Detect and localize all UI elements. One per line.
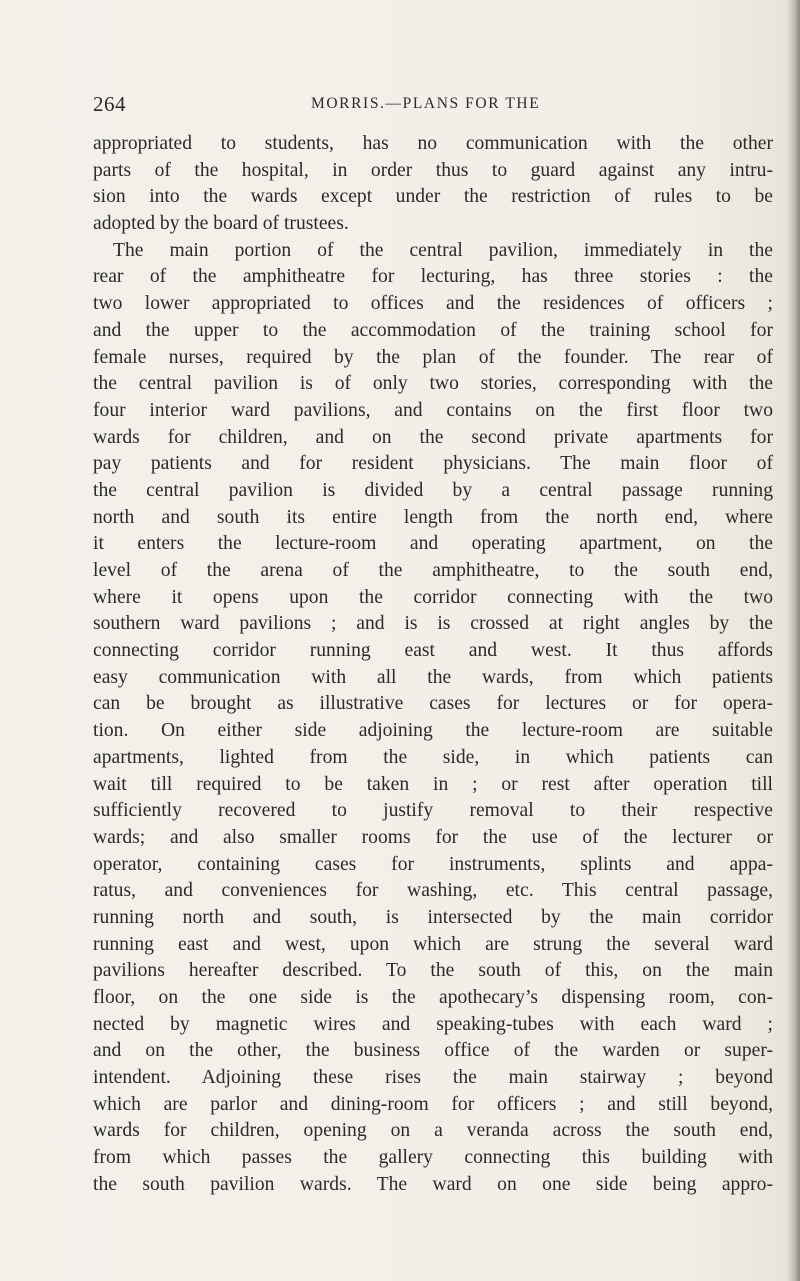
text-line: apartments, lighted from the side, in which patients can bbox=[93, 746, 773, 768]
text-line: southern ward pavilions ; and is is crossed at right angles by the bbox=[93, 613, 773, 635]
text-line: ratus, and conveniences for washing, etc. This central passage, bbox=[93, 880, 773, 902]
text-line: and the upper to the accommodation of the training school for bbox=[93, 319, 773, 341]
text-line: rear of the amphitheatre for lecturing, has three stories : the bbox=[93, 266, 773, 288]
text-line: easy communication with all the wards, from which patients bbox=[93, 666, 773, 688]
text-line: the central pavilion is divided by a central passage running bbox=[93, 479, 773, 501]
text-line: The main portion of the central pavilion, immediately in the bbox=[113, 239, 773, 261]
text-line: parts of the hospital, in order thus to guard against any intru- bbox=[93, 159, 773, 181]
text-line: female nurses, required by the plan of the founder. The rear of bbox=[93, 346, 773, 368]
text-line: appropriated to students, has no communication with the other bbox=[93, 133, 773, 154]
text-line: four interior ward pavilions, and contains on the first floor two bbox=[93, 399, 773, 421]
text-line: connecting corridor running east and west. It thus affords bbox=[93, 640, 773, 662]
text-line: from which passes the gallery connecting this building with bbox=[93, 1147, 773, 1169]
text-line: running north and south, is intersected by the main corridor bbox=[93, 906, 773, 928]
page-edge-shadow bbox=[786, 0, 800, 1281]
text-line: operator, containing cases for instruments, splints and appa- bbox=[93, 853, 773, 875]
text-line: which are parlor and dining-room for officers ; and still beyond, bbox=[93, 1093, 773, 1115]
text-line: running east and west, upon which are strung the several ward bbox=[93, 933, 773, 955]
text-line: and on the other, the business office of the warden or super- bbox=[93, 1040, 773, 1062]
text-line: the central pavilion is of only two stories, corresponding with the bbox=[93, 373, 773, 395]
text-line: sufficiently recovered to justify removal to their respective bbox=[93, 800, 773, 822]
text-line: pavilions hereafter described. To the south of this, on the main bbox=[93, 960, 773, 982]
text-line: the south pavilion wards. The ward on one side being appro- bbox=[93, 1173, 773, 1195]
page-number: 264 bbox=[93, 92, 126, 116]
text-line: level of the arena of the amphitheatre, to the south end, bbox=[93, 560, 773, 581]
text-line: pay patients and for resident physicians. The main floor of bbox=[93, 453, 773, 475]
text-line: nected by magnetic wires and speaking-tubes with each ward ; bbox=[93, 1013, 773, 1035]
text-line: intendent. Adjoining these rises the main stairway ; beyond bbox=[93, 1067, 773, 1089]
text-line: wards for children, opening on a veranda across the south end, bbox=[93, 1120, 773, 1142]
text-line: where it opens upon the corridor connecting with the two bbox=[93, 586, 773, 608]
text-line: wards for children, and on the second private apartments for bbox=[93, 426, 773, 448]
page-header bbox=[93, 92, 773, 122]
body-text bbox=[93, 131, 773, 1199]
text-line: floor, on the one side is the apothecary’s dispensing room, con- bbox=[93, 987, 773, 1008]
text-line: can be brought as illustrative cases for lectures or for opera- bbox=[93, 693, 773, 715]
text-line: two lower appropriated to offices and the residences of officers ; bbox=[93, 293, 773, 315]
text-line: north and south its entire length from the north end, where bbox=[93, 506, 773, 528]
running-head: MORRIS.—PLANS FOR THE bbox=[311, 95, 541, 112]
text-line: sion into the wards except under the restriction of rules to be bbox=[93, 186, 773, 208]
text-line: wards; and also smaller rooms for the use of the lecturer or bbox=[93, 826, 773, 848]
text-line: tion. On either side adjoining the lecture-room are suitable bbox=[93, 720, 773, 742]
text-line: wait till required to be taken in ; or rest after operation till bbox=[93, 773, 773, 795]
text-line: adopted by the board of trustees. bbox=[93, 213, 349, 235]
text-line: it enters the lecture-room and operating apartment, on the bbox=[93, 533, 773, 555]
